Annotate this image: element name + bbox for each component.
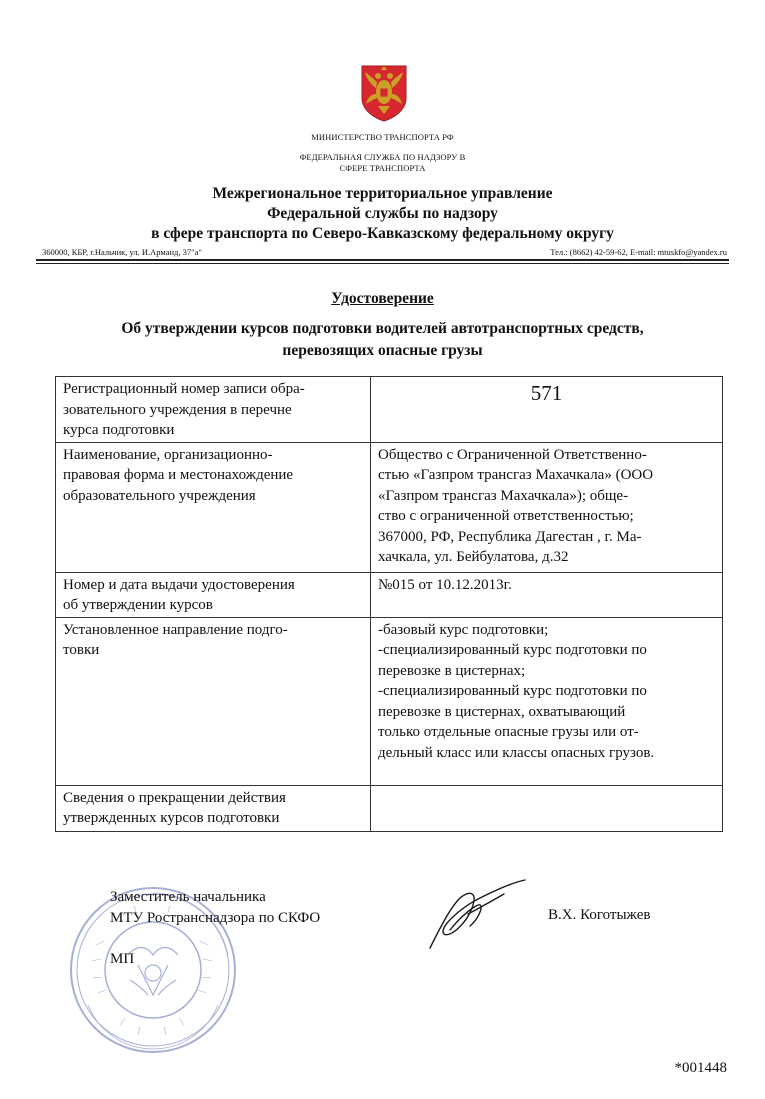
value-line: -специализированный курс подготовки по <box>378 642 647 658</box>
table-row-institution <box>56 442 723 572</box>
signer-title-line: Заместитель начальника <box>110 889 266 905</box>
office-address: 360000, КБР, г.Нальчик, ул. И.Арманд, 37"а" <box>42 247 202 257</box>
service-name-line1: ФЕДЕРАЛЬНАЯ СЛУЖБА ПО НАДЗОРУ В <box>299 152 466 162</box>
certificate-number-value <box>371 572 723 617</box>
value-line: хачкала, ул. Бейбулатова, д.32 <box>378 549 569 565</box>
ministry-name: МИНИСТЕРСТВО ТРАНСПОРТА РФ <box>311 132 454 142</box>
certificate-subject-line: перевозящих опасные грузы <box>282 342 483 359</box>
office-contacts: Тел.: (8662) 42-59-62, E-mail: mtuskfo@yandex.ru <box>550 247 727 257</box>
label-line: товки <box>63 642 100 658</box>
table-label-cell <box>56 377 371 443</box>
value-line: «Газпром трансгаз Махачкала»); обще- <box>378 487 629 504</box>
label-line: утвержденных курсов подготовки <box>63 810 280 826</box>
table-label-cell <box>56 785 371 831</box>
institution-value <box>371 442 723 572</box>
document-serial-number: *001448 <box>674 1060 727 1076</box>
header-divider-thin <box>36 263 729 264</box>
value-line: дельный класс или классы опасных грузов. <box>378 744 655 761</box>
label-line: Наименование, организационно- <box>63 446 273 463</box>
coat-of-arms-icon <box>360 64 408 122</box>
office-name-line2: Федеральной службы по надзору <box>267 205 498 222</box>
signer-title-line: МТУ Ространснадзора по СКФО <box>110 910 321 926</box>
header-divider <box>36 259 729 261</box>
table-row-certificate-number <box>56 572 723 617</box>
label-line: Регистрационный номер записи обра- <box>63 381 305 397</box>
office-name-line3: в сфере транспорта по Северо-Кавказскому федеральному округу <box>151 225 614 242</box>
certificate-details-table <box>55 376 723 832</box>
service-name-line2: СФЕРЕ ТРАНСПОРТА <box>339 163 426 173</box>
termination-info-value <box>371 785 723 831</box>
label-line: об утверждении курсов <box>63 597 213 613</box>
label-line: Номер и дата выдачи удостоверения <box>63 576 295 593</box>
value-line: Общество с Ограниченной Ответственно- <box>378 446 647 463</box>
certificate-heading: Удостоверение <box>331 290 434 307</box>
table-label-cell <box>56 572 371 617</box>
value-line: перевозке в цистернах; <box>378 662 526 679</box>
value-line: -специализированный курс подготовки по <box>378 683 647 699</box>
table-row-registration-number <box>56 377 723 443</box>
label-line: Сведения о прекращении действия <box>63 789 286 806</box>
label-line: курса подготовки <box>63 422 175 438</box>
stamp-place-label: МП <box>110 951 135 967</box>
signature-icon <box>420 868 530 958</box>
value-line: перевозке в цистернах, охватывающий <box>378 703 626 720</box>
signer-title <box>110 887 320 929</box>
value-line: ство с ограниченной ответственностью; <box>378 508 634 524</box>
certificate-subject <box>60 318 705 362</box>
value-line: №015 от 10.12.2013г. <box>378 576 512 593</box>
label-line: правовая форма и местонахождение <box>63 467 294 483</box>
table-row-termination-info <box>56 785 723 831</box>
table-label-cell <box>56 442 371 572</box>
value-line: -базовый курс подготовки; <box>378 621 549 638</box>
table-row-training-direction <box>56 617 723 785</box>
value-line: только отдельные опасные грузы или от- <box>378 724 639 740</box>
signer-name: В.Х. Коготыжев <box>548 907 651 923</box>
label-line: Установленное направление подго- <box>63 621 288 638</box>
registration-number-value: 571 <box>371 377 723 443</box>
training-direction-value <box>371 617 723 785</box>
certificate-subject-line: Об утверждении курсов подготовки водителей автотранспортных средств, <box>121 320 644 337</box>
label-line: образовательного учреждения <box>63 487 256 504</box>
table-label-cell <box>56 617 371 785</box>
value-line: стью «Газпром трансгаз Махачкала» (ООО <box>378 467 654 483</box>
value-line: 367000, РФ, Республика Дагестан , г. Ма- <box>378 528 642 545</box>
label-line: зовательного учреждения в перечне <box>63 401 292 418</box>
office-name-line1: Межрегиональное территориальное управление <box>212 185 553 202</box>
